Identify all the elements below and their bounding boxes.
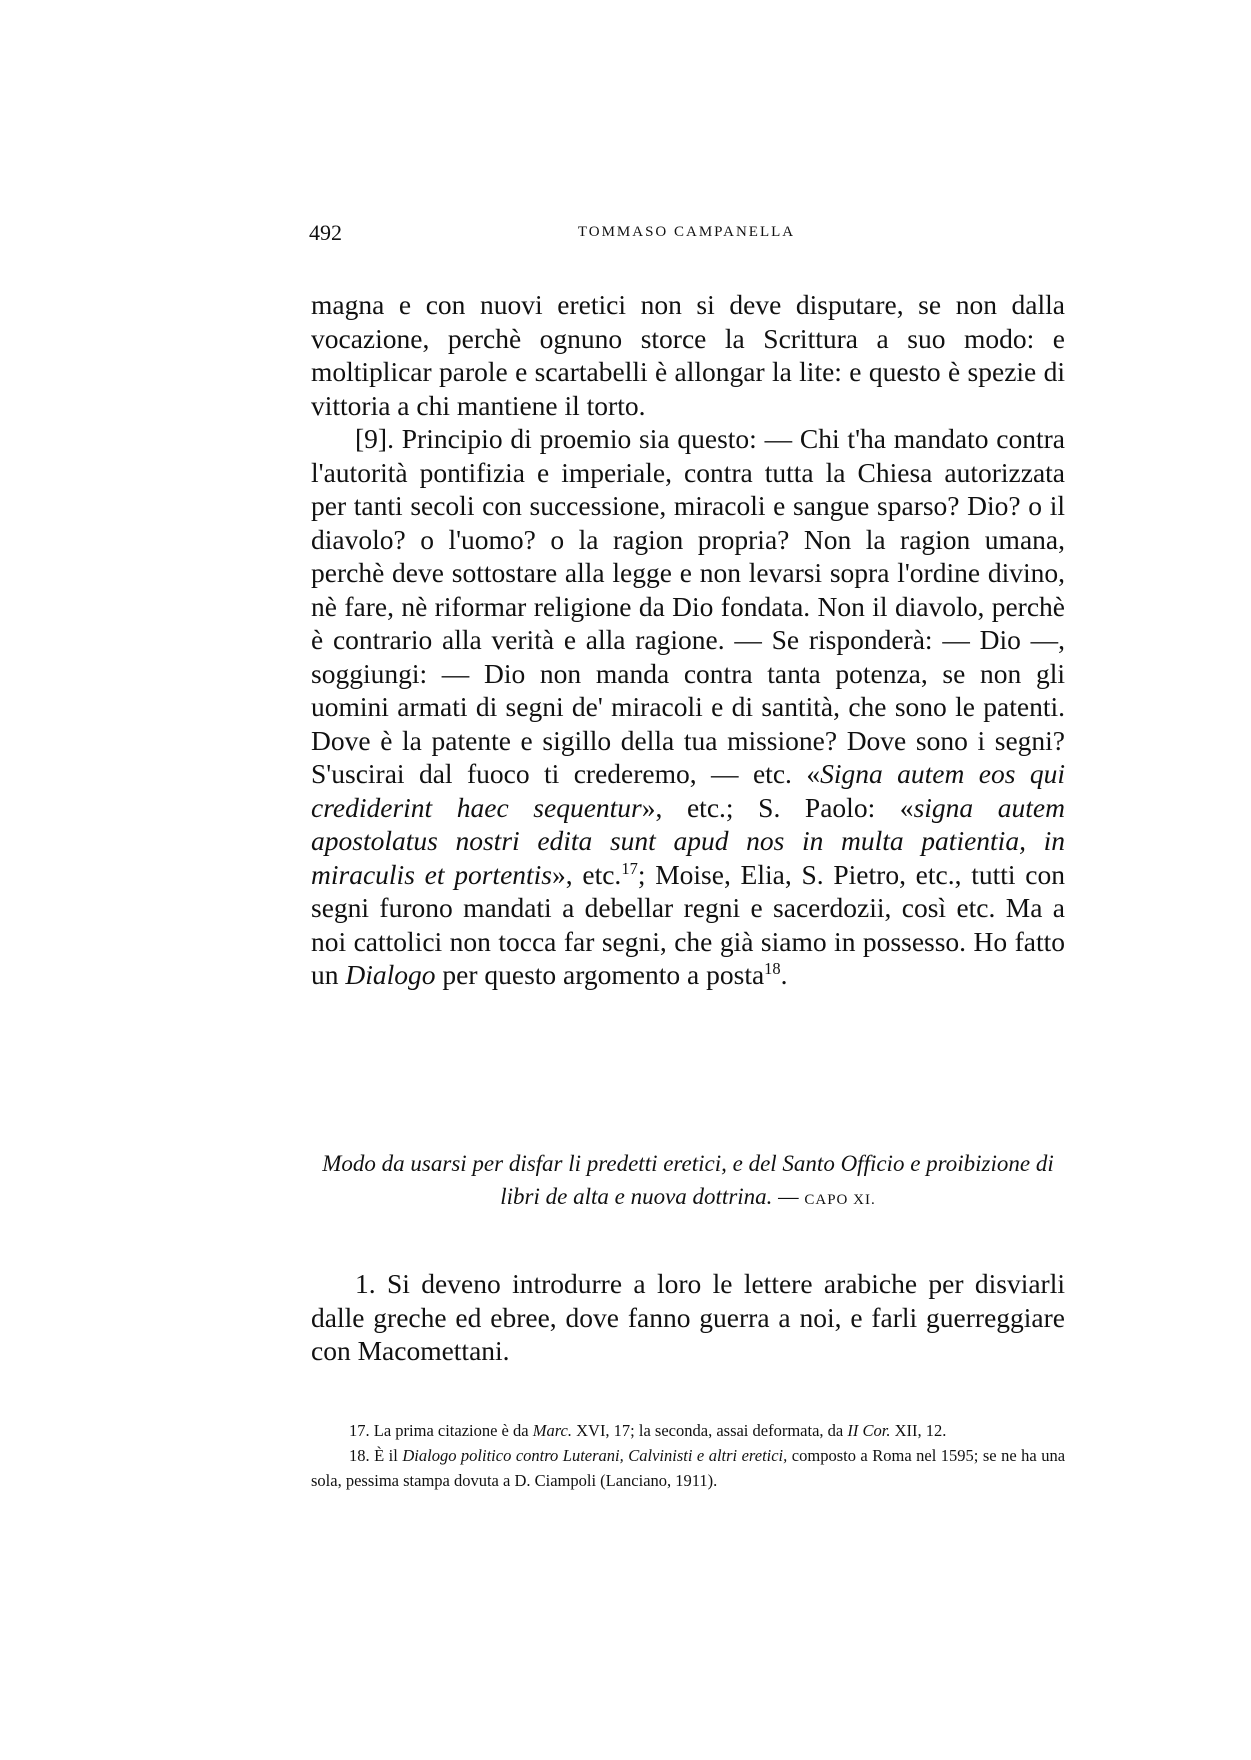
latin-quote-1: Signa autem eos qui crediderint haec sequentur [311,758,1065,823]
text-run: », etc. [552,858,622,890]
chapter-number: CAPO XI. [804,1192,876,1208]
main-text-top [311,288,1065,992]
text-run: 18. È il [349,1446,398,1465]
page-header [309,220,1064,250]
text-run: . [780,959,788,990]
footnotes [311,1418,1065,1493]
text-run: per questo argomento a posta [442,959,765,990]
page-number: 492 [309,220,342,245]
paragraph-9 [311,422,1065,992]
paragraph-1: 1. Si deveno introdurre a loro le lettere arabiche per disviarli dalle greche ed ebree, dove fanno guerra a noi, e farli guerreggiare con Macomettani. [311,1268,1065,1366]
running-head: TOMMASO CAMPANELLA [577,224,796,240]
text-run: XVI, 17; la seconda, assai deformata, da [576,1421,844,1440]
footnote-ref-17: 17 [621,858,638,878]
work-title: Dialogo politico contro Luterani, Calvinisti e altri eretici, [402,1446,788,1465]
footnote-ref-18: 18 [764,958,781,978]
chapter-title: Modo da usarsi per disfar li predetti eretici, e del Santo Officio e proibizione di libri de alta e nuova dottrina. — [322,1151,1054,1209]
main-text-bottom [311,1267,1065,1368]
citation-abbrev: Marc. [532,1421,572,1440]
latin-quote-2: signa autem apostolatus nostri edita sunt apud nos in multa patientia, in miraculis et portentis [311,791,1065,890]
text-run: XII, 12. [894,1421,947,1440]
text-run: 17. La prima citazione è da [349,1421,529,1440]
paragraph-continued: magna e con nuovi eretici non si deve disputare, se non dalla vocazione, perchè ognuno storce la Scrittura a suo modo: e moltiplicar parole e scartabelli è allongar la lite: e questo è spezie di vittoria a chi mantiene il torto. [311,289,1065,421]
footnote-17 [311,1418,1065,1443]
text-run: ; Moise, Elia, S. Pietro, etc., tutti con segni furono mandati a debellar regni e sacerdozii, così etc. Ma a noi cattolici non tocca far segni, che già siamo in possesso. Ho fatto un [311,858,1065,990]
citation-abbrev: II Cor. [847,1421,891,1440]
chapter-heading [311,1147,1065,1217]
text-run: », etc.; S. Paolo: « [641,791,914,823]
work-title: Dialogo [345,959,436,990]
footnote-18 [311,1443,1065,1493]
text-run: composto a Roma nel 1595; se ne ha una sola, pessima stampa dovuta a D. Ciampoli (Lanciano, 1911). [311,1446,1066,1490]
text-run: [9]. Principio di proemio sia questo: — Chi t'ha mandato contra l'autorità pontifizia e imperiale, contra tutta la Chiesa autorizzata per tanti secoli con successione, miracoli e sangue sparso? Dio? o il diavolo? o l'uomo? o la ragion propria? Non la ragion umana, perchè deve sottostare alla legge e non levarsi sopra l'ordine divino, nè fare, nè riformar religione da Dio fondata. Non il diavolo, perchè è contrario alla verità e alla ragione. — Se risponderà: — Dio —, soggiungi: — Dio non manda contra tanta potenza, se non gli uomini armati di segni de' miracoli e di santità, che sono le patenti. Dove è la patente e sigillo della tua missione? Dove sono i segni? S'uscirai dal fuoco ti crederemo, — etc. « [311,423,1065,789]
